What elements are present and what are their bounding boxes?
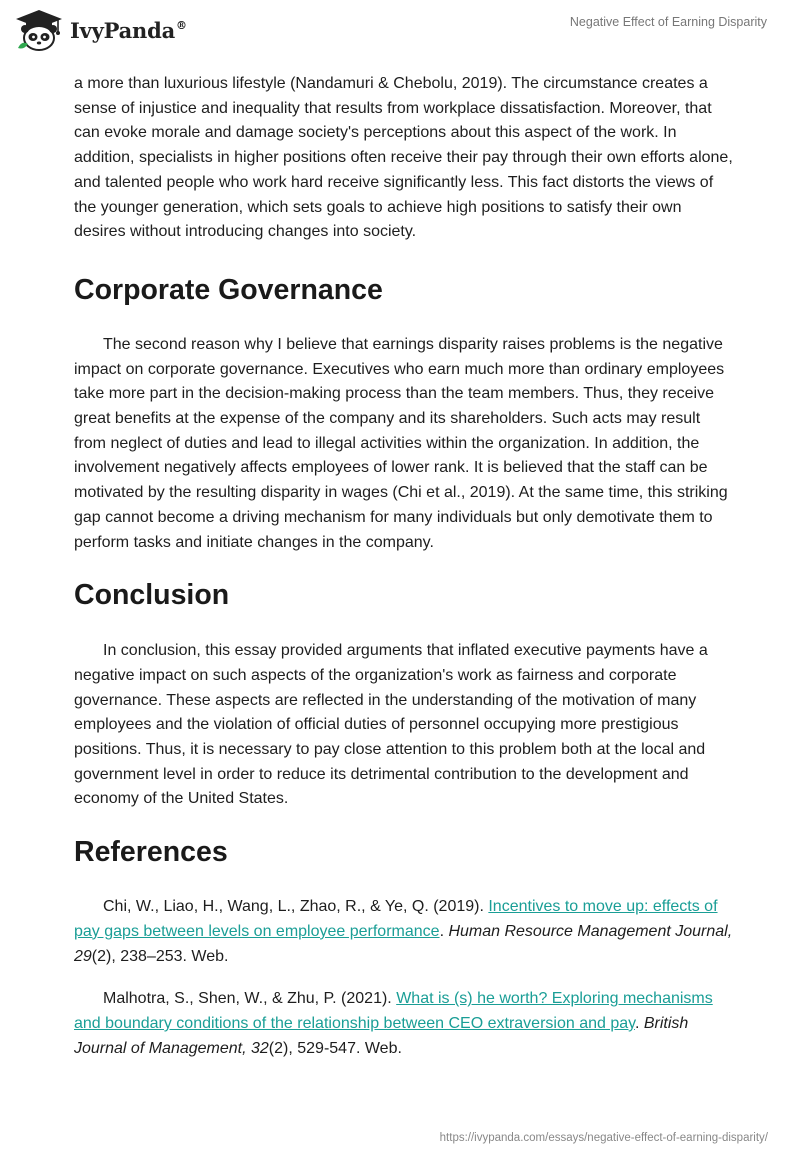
essay-content: [74, 72, 734, 1061]
conclusion-paragraph: In conclusion, this essay provided arguments that inflated executive payments have a negative impact on such aspects of the organization's work as fairness and corporate governance. These aspects are reflected in the understanding of the motivation of many employees and the violation of official duties of personnel occupying more prestigious positions. Thus, it is necessary to pay close attention to this problem both at the local and government level in order to reduce its detrimental contribution to the development and economy of the United States.: [74, 642, 708, 808]
reference-journal: Human Resource Management Journal, 29: [74, 922, 733, 965]
corporate-governance-paragraph: The second reason why I believe that earnings disparity raises problems is the negative impact on corporate governance. Executives who earn much more than ordinary employees take more part in the decision-making process than the team members. Thus, they receive great benefits at the expense of the company and its shareholders. Such acts may result from neglect of duties and lead to illegal activities within the organization. In addition, the involvement negatively affects employees of lower rank. It is believed that the staff can be motivated by the resulting disparity in wages (Chi et al., 2019). At the same time, this striking gap cannot become a driving mechanism for many individuals but only demotivate them to perform tasks and initiate changes in the company.: [74, 335, 728, 551]
panda-graduate-icon: [14, 8, 64, 52]
logo-wordmark: [70, 18, 187, 43]
corporate-governance-heading: Corporate Governance: [74, 273, 383, 306]
reference-item: [74, 987, 734, 1061]
reference-issue-pages: (2), 529-547. Web.: [268, 1039, 402, 1057]
reference-issue-pages: (2), 238–253. Web.: [91, 947, 229, 965]
page-header: [0, 0, 800, 70]
reference-link[interactable]: Incentives to move up: effects of pay gaps between levels on employee performance: [74, 898, 718, 940]
reference-link[interactable]: What is (s) he worth? Exploring mechanisms and boundary conditions of the relationship between CEO extraversion and pay: [74, 990, 713, 1032]
reference-item: [74, 895, 734, 969]
footer-source-url[interactable]: https://ivypanda.com/essays/negative-effect-of-earning-disparity/: [439, 1132, 768, 1144]
document-title: Negative Effect of Earning Disparity: [569, 15, 767, 29]
reference-separator: .: [634, 1014, 644, 1032]
reference-separator: .: [439, 922, 449, 940]
reference-authors: Malhotra, S., Shen, W., & Zhu, P. (2021).: [103, 990, 397, 1008]
ivypanda-logo[interactable]: [14, 8, 187, 52]
reference-authors: Chi, W., Liao, H., Wang, L., Zhao, R., & Ye, Q. (2019).: [103, 898, 489, 916]
registered-mark: ®: [176, 18, 187, 32]
references-heading: References: [74, 836, 228, 869]
logo-text: IvyPanda: [70, 17, 176, 43]
reference-journal: British Journal of Management, 32: [74, 1014, 689, 1057]
conclusion-heading: Conclusion: [74, 579, 230, 612]
intro-paragraph: a more than luxurious lifestyle (Nandamuri & Chebolu, 2019). The circumstance creates a sense of injustice and inequality that results from workplace dissatisfaction. Moreover, that can evoke morale and damage society's perceptions about this aspect of the work. In addition, specialists in higher positions often receive their pay through their own efforts alone, and talented people who work hard receive significantly less. This fact distorts the views of the younger generation, which sets goals to achieve high positions to satisfy their own desires without introducing changes into society.: [74, 75, 733, 241]
